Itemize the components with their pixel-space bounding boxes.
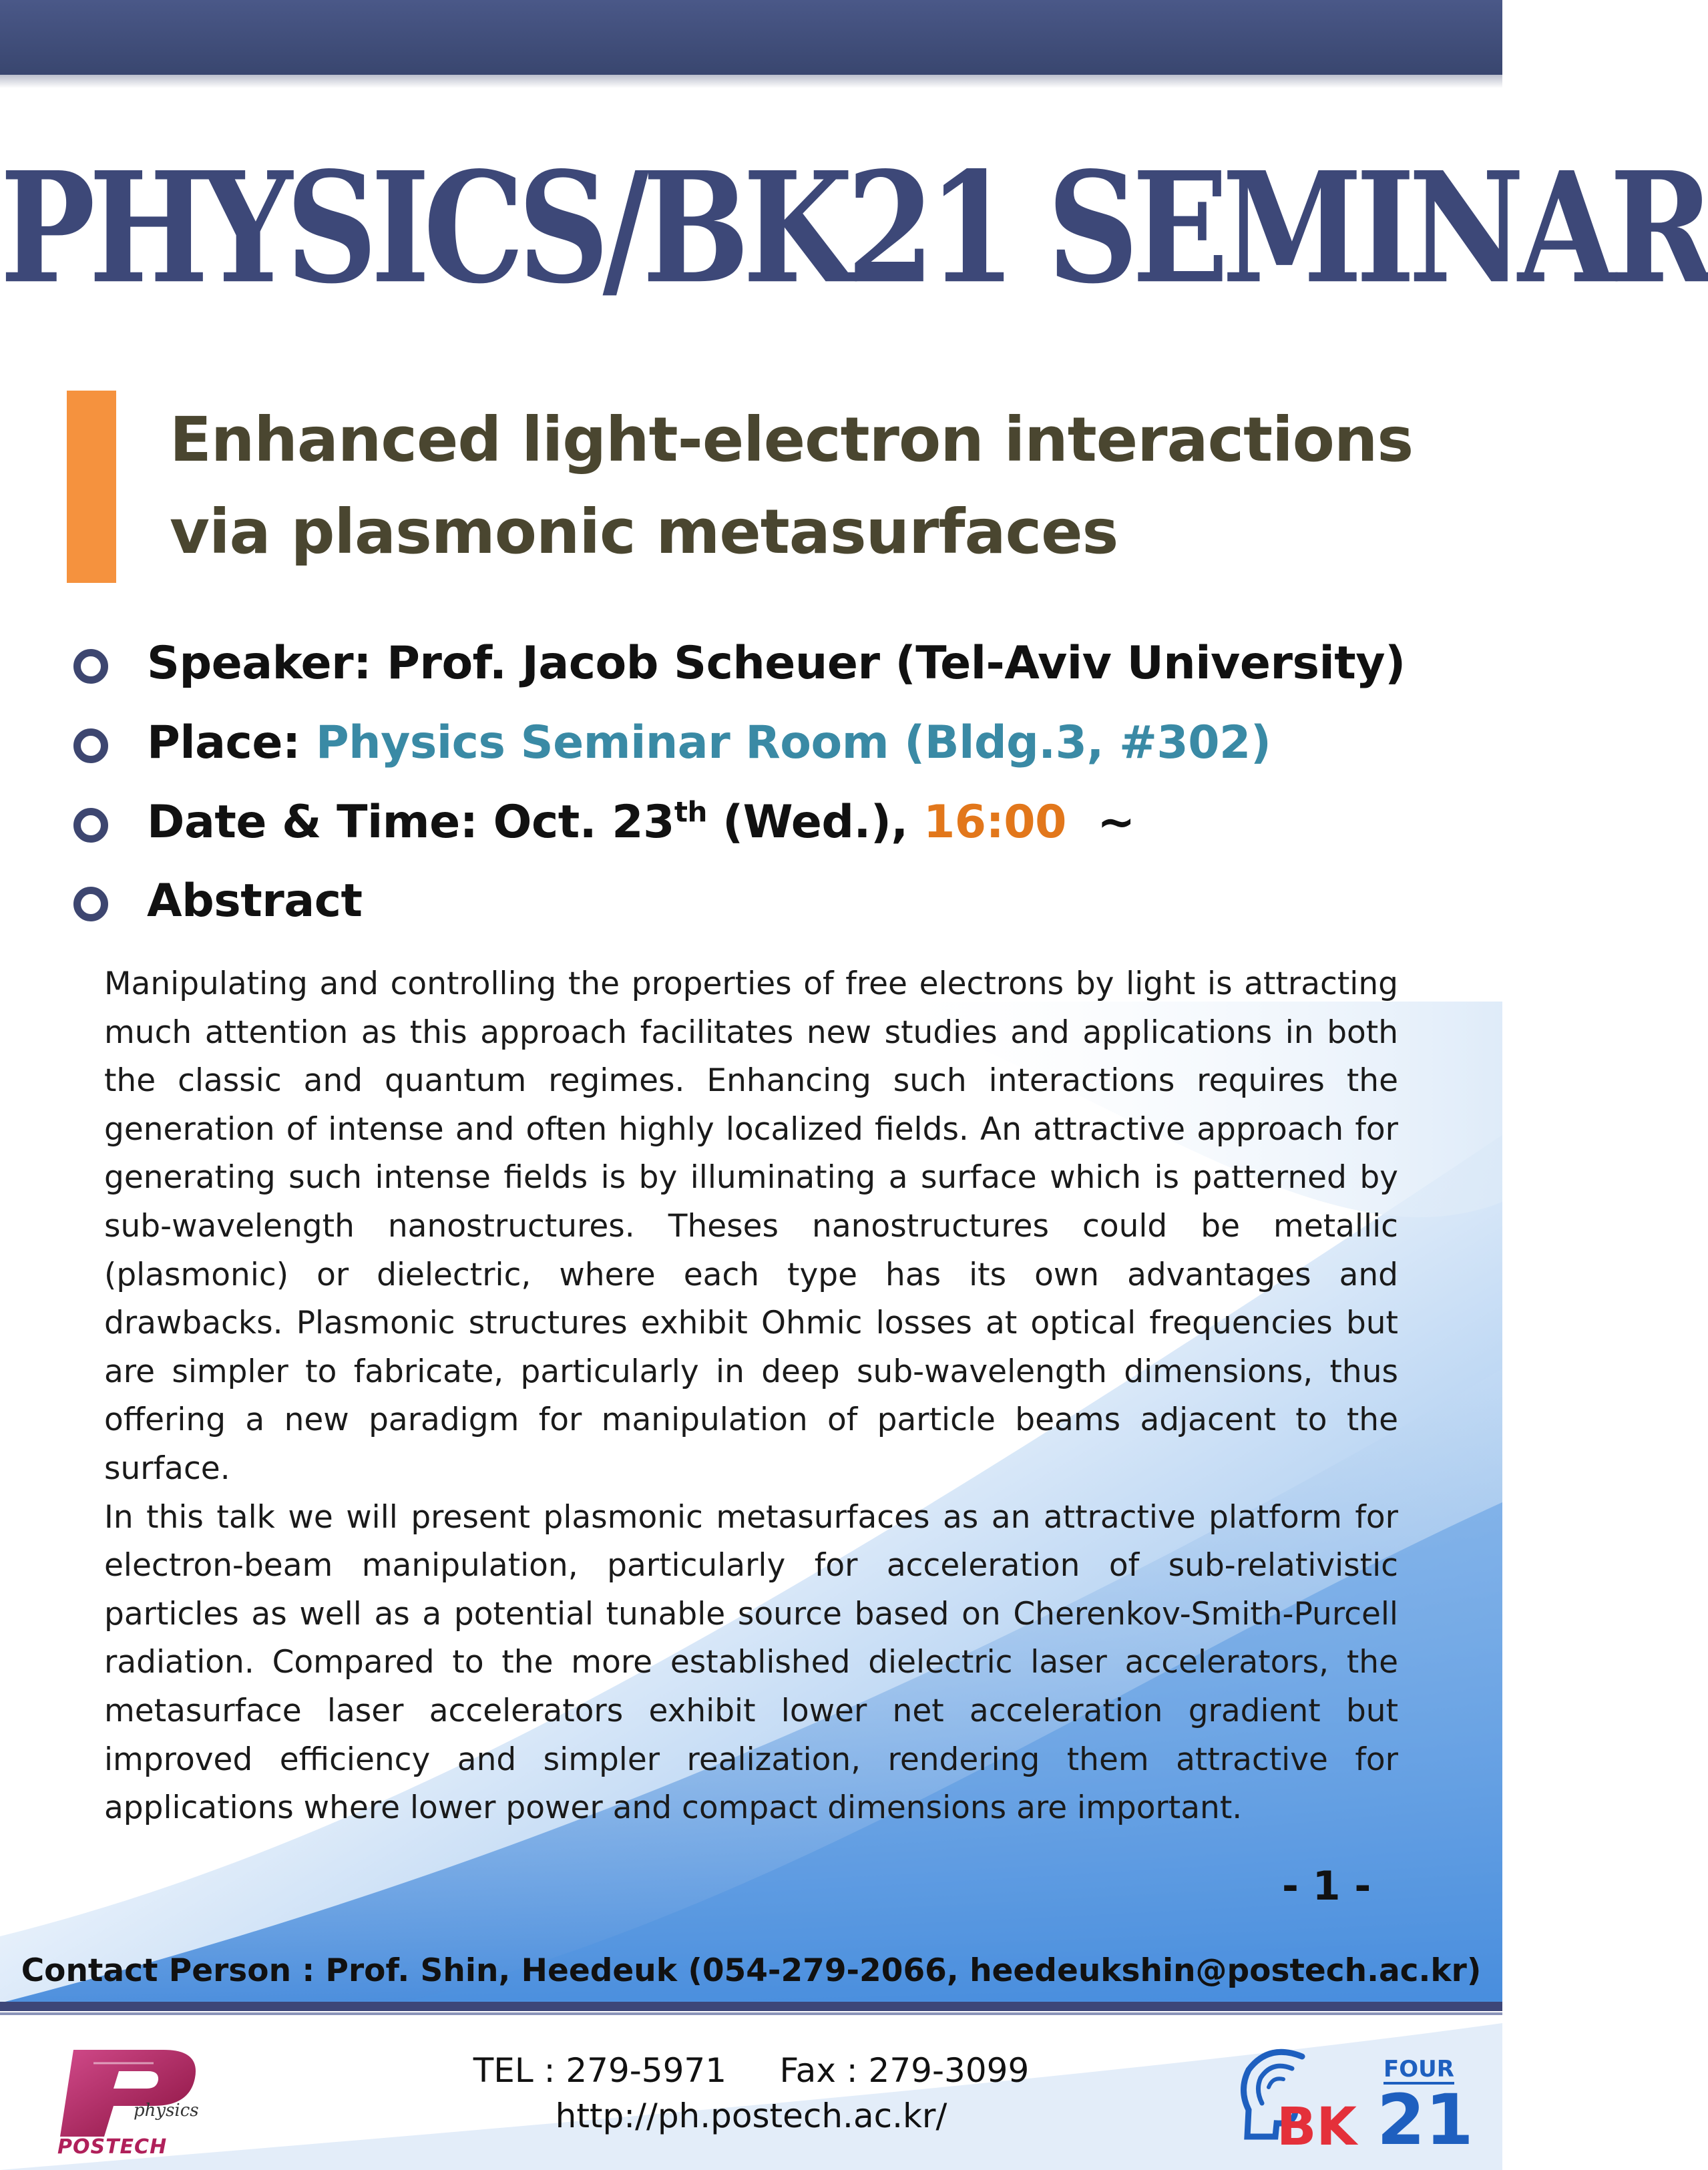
abstract-heading: Abstract [147, 875, 363, 927]
talk-title-line1: Enhanced light-electron interactions [170, 404, 1414, 475]
footer-divider [0, 2002, 1502, 2011]
contact-person: Contact Person : Prof. Shin, Heedeuk (054-279-2066, heedeukshin@postech.ac.kr) [21, 1952, 1482, 1989]
footer-phone-fax: TEL : 279-5971 Fax : 279-3099 [473, 2051, 1030, 2090]
date-day: (Wed.), [706, 796, 923, 849]
speaker-value: Prof. Jacob Scheuer (Tel-Aviv University) [387, 637, 1406, 690]
postech-wordmark: POSTECH [57, 2135, 168, 2159]
place-label: Place: [147, 716, 316, 769]
postech-logo [47, 2036, 220, 2157]
seminar-title: PHYSICS/BK21 SEMINAR [0, 138, 1708, 318]
date-time-row [73, 789, 1409, 869]
place-row [73, 710, 1409, 790]
circle-bullet-icon [73, 887, 108, 921]
circle-bullet-icon [73, 808, 108, 843]
bk21-four-logo [1229, 2036, 1474, 2161]
bk21-four-text: FOUR [1383, 2056, 1454, 2085]
header-bar [0, 0, 1502, 75]
postech-physics-script: physics [134, 2101, 199, 2121]
abstract-paragraph-1: Manipulating and controlling the properties of free electrons by light is attracting much attention as this approach facilitates new studies and applications in both the classic and quantum regimes. Enhancing such interactions requires the generation of intense and often highly localized fields. An attractive approach for generating such intense fields is by illuminating a surface which is patterned by sub-wavelength nanostructures. Theses nanostructures could be metallic (plasmonic) or dielectric, where each type has its own advantages and drawbacks. Plasmonic structures exhibit Ohmic losses at optical frequencies but are simpler to fabricate, particularly in deep sub-wavelength dimensions, thus offering a new paradigm for manipulation of particle beams adjacent to the surface. [104, 965, 1398, 1487]
footer-divider-thin [0, 2012, 1502, 2015]
abstract-row [73, 868, 1409, 948]
bk21-bk-text: BK [1277, 2097, 1357, 2157]
speaker-label: Speaker: [147, 637, 387, 690]
start-time: 16:00 [923, 796, 1066, 849]
header-shadow [0, 75, 1502, 88]
time-tilde: ~ [1066, 796, 1135, 849]
talk-title-line2: via plasmonic metasurfaces [170, 496, 1118, 568]
bk21-number-text: 21 [1377, 2079, 1474, 2161]
date-label: Date & Time: Oct. 23 [147, 796, 674, 849]
title-accent-bar [67, 391, 116, 583]
speaker-row [73, 630, 1409, 710]
circle-bullet-icon [73, 649, 108, 684]
abstract-body [104, 960, 1398, 1833]
abstract-paragraph-2: In this talk we will present plasmonic metasurfaces as an attractive platform for electron-beam manipulation, particularly for acceleration of sub-relativistic particles as well as a potential tunable source based on Cherenkov-Smith-Purcell radiation. Compared to the more established dielectric laser accelerators, the metasurface laser accelerators exhibit lower net acceleration gradient but improved efficiency and simpler realization, rendering them attractive for applications where lower power and compact dimensions are important. [104, 1498, 1398, 1827]
page-number: - 1 - [1282, 1863, 1371, 1910]
place-value: Physics Seminar Room (Bldg.3, #302) [315, 716, 1271, 769]
talk-title [170, 394, 1438, 578]
date-superscript: th [674, 795, 707, 829]
footer-url[interactable]: http://ph.postech.ac.kr/ [555, 2097, 947, 2135]
circle-bullet-icon [73, 728, 108, 763]
